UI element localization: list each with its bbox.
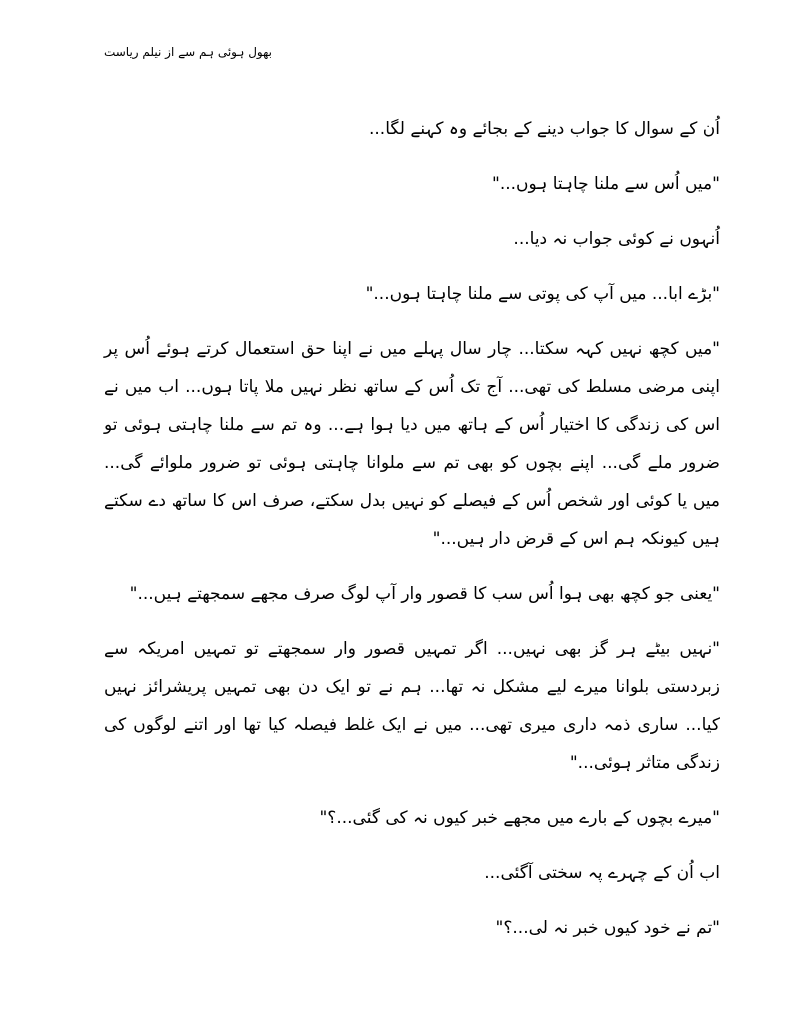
paragraph-2: "میں اُس سے ملنا چاہتا ہوں..." [492, 174, 720, 194]
paragraph-9: اب اُن کے چہرے پہ سختی آگئی... [484, 863, 720, 883]
paragraph-3: اُنہوں نے کوئی جواب نہ دیا... [513, 229, 720, 249]
paragraph-4: "بڑے ابا... میں آپ کی پوتی سے ملنا چاہتا ہوں..." [365, 284, 720, 304]
paragraph-5: "میں کچھ نہیں کہہ سکتا... چار سال پہلے میں نے اپنا حق استعمال کرتے ہوئے اُس پر اپنی مرضی مسلط کی تھی... آج تک اُس کے ساتھ نظر نہیں ملا پاتا ہوں... اب میں نے اس کی زندگی کا اختیار اُس کے ہاتھ میں دیا ہوا ہے... وہ تم سے ملنا چاہتی ہوئی تو ضرور ملے گی... اپنے بچوں کو بھی تم سے ملوانا چاہتی ہوئی تو ضرور ملوائے گی... میں یا کوئی اور شخص اُس کے فیصلے کو نہیں بدل سکتے، صرف اس کا ساتھ دے سکتے ہیں کیونکہ ہم اس کے قرض دار ہیں..." [104, 339, 720, 549]
paragraph-7: "نہیں بیٹے ہر گز بھی نہیں... اگر تمہیں قصور وار سمجھتے تو تمہیں امریکہ سے زبردستی بلوانا میرے لیے مشکل نہ تھا... ہم نے تو ایک دن بھی تمہیں پریشرائز نہیں کیا... ساری ذمہ داری میری تھی... میں نے ایک غلط فیصلہ کیا تھا اور اتنے لوگوں کی زندگی متاثر ہوئی..." [104, 639, 720, 773]
paragraph-8: "میرے بچوں کے بارے میں مجھے خبر کیوں نہ کی گئی...؟" [319, 808, 720, 828]
running-header: بھول ہوئی ہم سے از نیلم ریاست [103, 45, 272, 59]
paragraph-1: اُن کے سوال کا جواب دینے کے بجائے وہ کہنے لگا... [369, 119, 720, 139]
paragraph-6: "یعنی جو کچھ بھی ہوا اُس سب کا قصور وار آپ لوگ صرف مجھے سمجھتے ہیں..." [129, 584, 720, 604]
paragraph-10: "تم نے خود کیوں خبر نہ لی...؟" [495, 918, 720, 938]
story-body [104, 110, 720, 964]
